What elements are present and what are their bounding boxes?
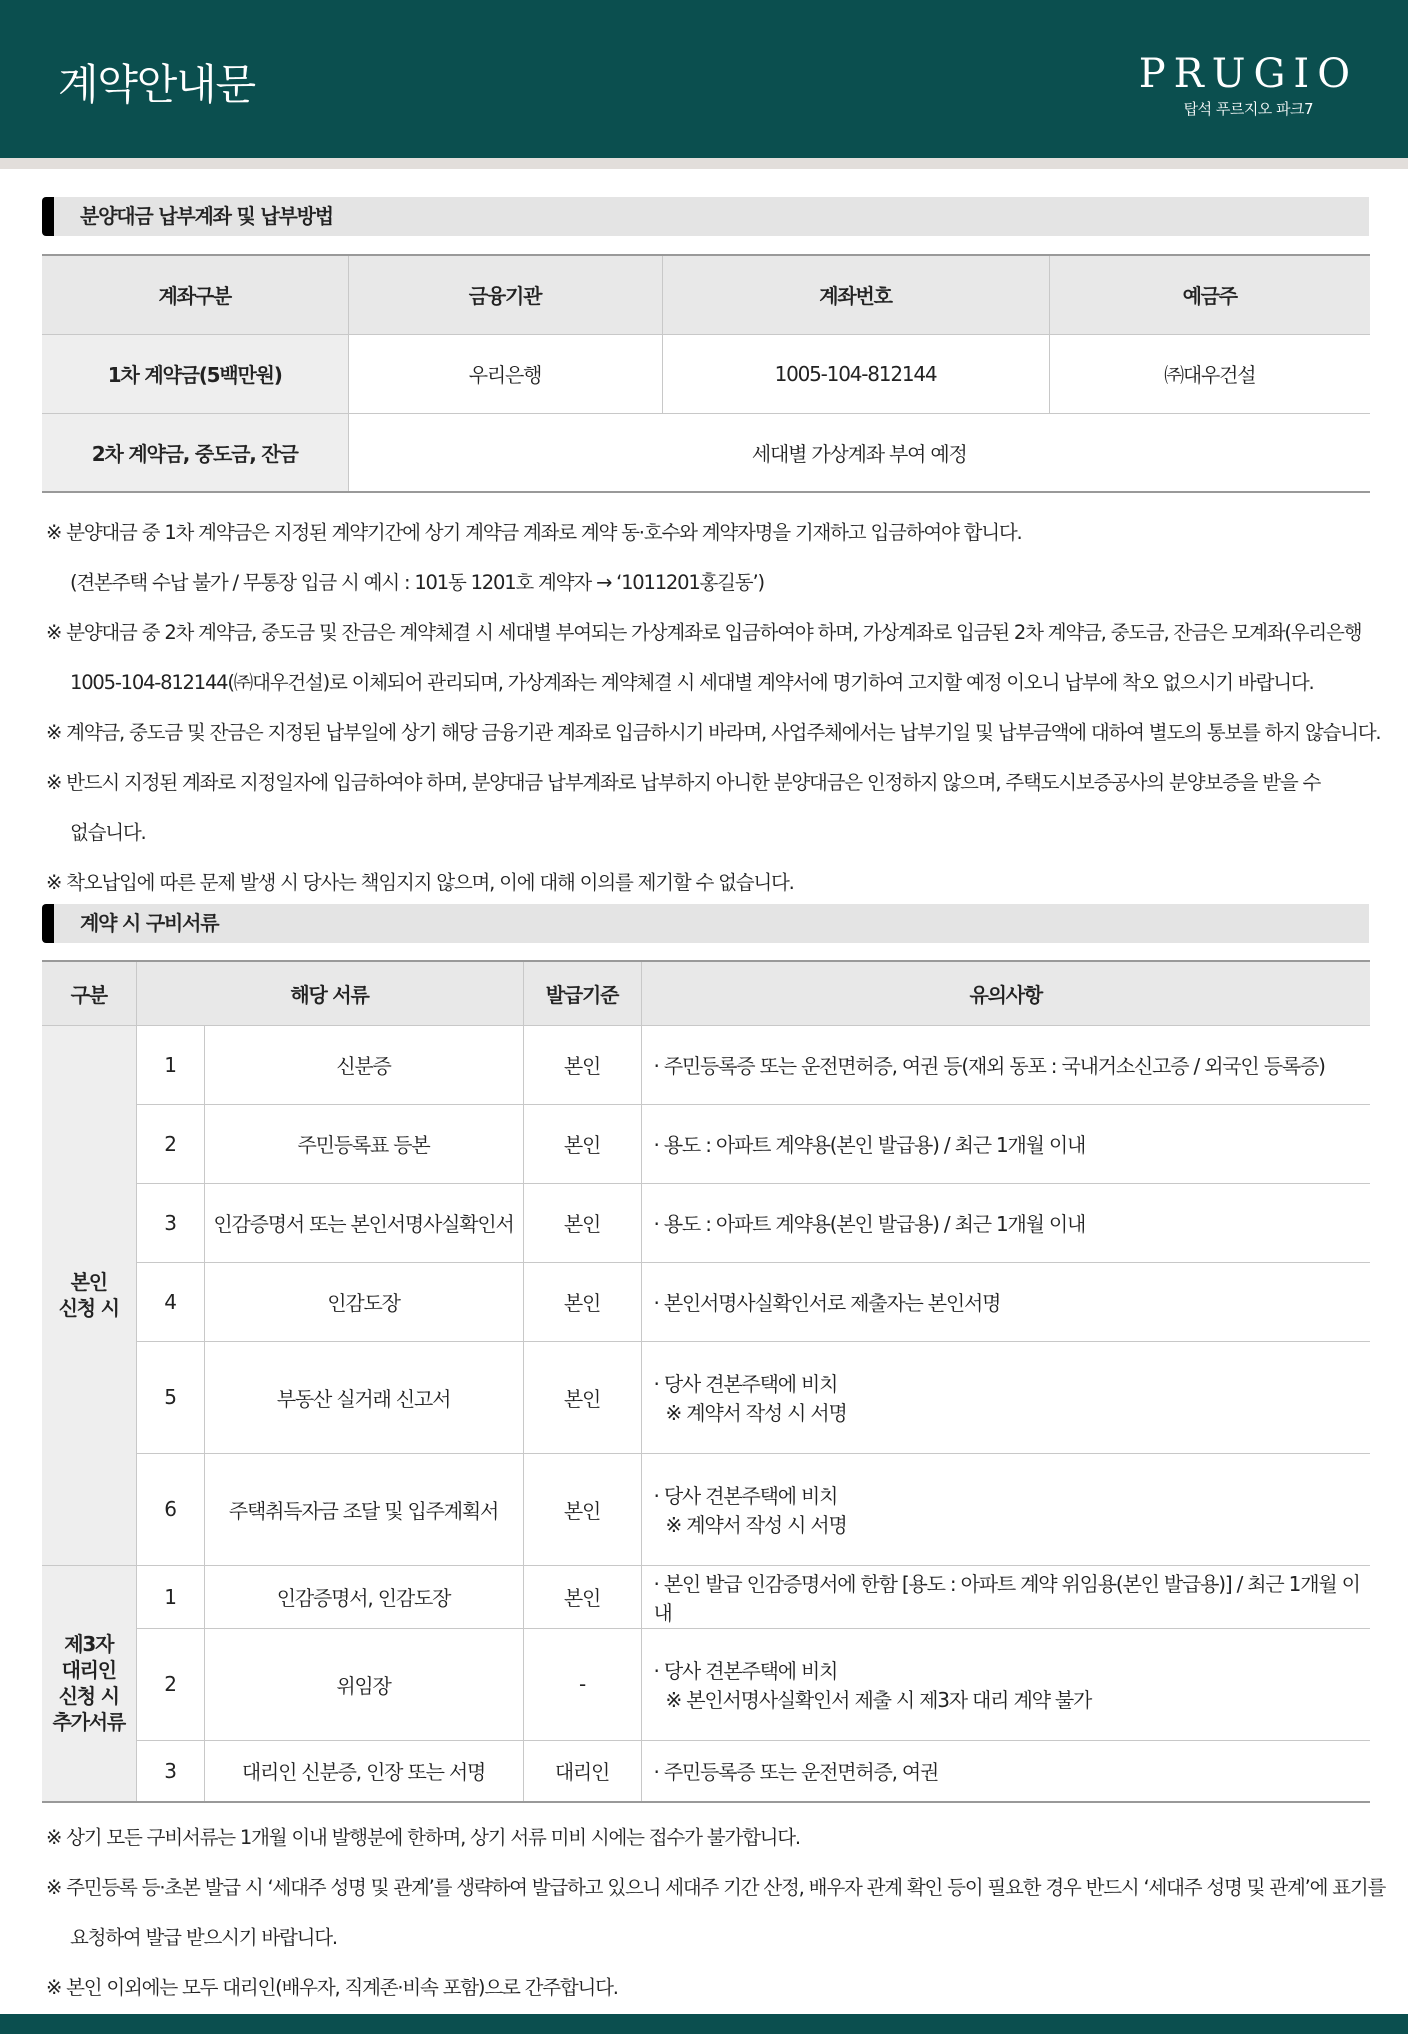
doc-name: 신분증 bbox=[204, 1025, 523, 1104]
doc-remarks bbox=[641, 1341, 1370, 1453]
column-header: 계좌구분 bbox=[42, 255, 348, 334]
payment-note: ※ 분양대금 중 2차 계약금, 중도금 및 잔금은 계약체결 시 세대별 부여되는 가상계좌로 입금하여야 하며, 가상계좌로 입금된 2차 계약금, 중도금, 잔금은 모계좌(우리은행 bbox=[46, 621, 1362, 644]
issue-basis: 본인 bbox=[523, 1262, 641, 1341]
remark-line: · 용도 : 아파트 계약용(본인 발급용) / 최근 1개월 이내 bbox=[653, 1133, 1086, 1157]
doc-remarks bbox=[641, 1025, 1370, 1104]
doc-number: 1 bbox=[136, 1565, 204, 1628]
doc-name: 인감도장 bbox=[204, 1262, 523, 1341]
account-type: 2차 계약금, 중도금, 잔금 bbox=[42, 413, 348, 492]
table-row bbox=[42, 1740, 1370, 1802]
table-row bbox=[42, 413, 1370, 492]
remark-line: · 당사 견본주택에 비치 bbox=[653, 1372, 838, 1396]
applicant-group: 제3자 대리인 신청 시 추가서류 bbox=[42, 1565, 136, 1802]
table-row bbox=[42, 1628, 1370, 1740]
payment-note: ※ 분양대금 중 1차 계약금은 지정된 계약기간에 상기 계약금 계좌로 계약 동·호수와 계약자명을 기재하고 입금하여야 합니다. bbox=[46, 521, 1022, 544]
account-type: 1차 계약금(5백만원) bbox=[42, 334, 348, 413]
payment-note: 없습니다. bbox=[70, 821, 146, 844]
doc-number: 5 bbox=[136, 1341, 204, 1453]
page-header bbox=[0, 0, 1408, 158]
column-header: 예금주 bbox=[1049, 255, 1370, 334]
table-header-row bbox=[42, 961, 1370, 1025]
doc-name: 대리인 신분증, 인장 또는 서명 bbox=[204, 1740, 523, 1802]
remark-line: · 본인 발급 인감증명서에 한함 [용도 : 아파트 계약 위임용(본인 발급용)] / 최근 1개월 이내 bbox=[653, 1571, 1360, 1625]
footer-bar bbox=[0, 2014, 1408, 2034]
applicant-group: 본인 신청 시 bbox=[42, 1025, 136, 1565]
table-row bbox=[42, 1262, 1370, 1341]
documents-note: ※ 상기 모든 구비서류는 1개월 이내 발행분에 한하며, 상기 서류 미비 시에는 접수가 불가합니다. bbox=[46, 1826, 800, 1849]
doc-remarks bbox=[641, 1183, 1370, 1262]
doc-number: 1 bbox=[136, 1025, 204, 1104]
remark-subline: ※ 본인서명사실확인서 제출 시 제3자 대리 계약 불가 bbox=[665, 1688, 1092, 1712]
doc-number: 2 bbox=[136, 1104, 204, 1183]
doc-number: 2 bbox=[136, 1628, 204, 1740]
doc-name: 인감증명서, 인감도장 bbox=[204, 1565, 523, 1628]
doc-number: 3 bbox=[136, 1183, 204, 1262]
remark-line: · 당사 견본주택에 비치 bbox=[653, 1659, 838, 1683]
doc-name: 위임장 bbox=[204, 1628, 523, 1740]
doc-name: 인감증명서 또는 본인서명사실확인서 bbox=[204, 1183, 523, 1262]
table-row bbox=[42, 1183, 1370, 1262]
table-header-row bbox=[42, 255, 1370, 334]
issue-basis: 본인 bbox=[523, 1183, 641, 1262]
doc-name: 주택취득자금 조달 및 입주계획서 bbox=[204, 1453, 523, 1565]
account-number: 1005-104-812144 bbox=[662, 334, 1049, 413]
doc-number: 3 bbox=[136, 1740, 204, 1802]
documents-note: ※ 본인 이외에는 모두 대리인(배우자, 직계존·비속 포함)으로 간주합니다. bbox=[46, 1976, 618, 1999]
section-title-payment: 분양대금 납부계좌 및 납부방법 bbox=[42, 197, 1369, 236]
doc-number: 4 bbox=[136, 1262, 204, 1341]
payment-note: 1005-104-812144(㈜대우건설)로 이체되어 관리되며, 가상계좌는 계약체결 시 세대별 계약서에 명기하여 고지할 예정 이오니 납부에 착오 없으시기 바랍니다. bbox=[70, 671, 1314, 694]
column-header: 해당 서류 bbox=[136, 961, 523, 1025]
header-divider bbox=[0, 158, 1408, 169]
table-row bbox=[42, 1453, 1370, 1565]
account-holder: ㈜대우건설 bbox=[1049, 334, 1370, 413]
issue-basis: 대리인 bbox=[523, 1740, 641, 1802]
section-title-documents: 계약 시 구비서류 bbox=[42, 904, 1369, 943]
table-row bbox=[42, 1341, 1370, 1453]
doc-remarks bbox=[641, 1628, 1370, 1740]
issue-basis: 본인 bbox=[523, 1341, 641, 1453]
column-header: 유의사항 bbox=[641, 961, 1370, 1025]
documents-note: 요청하여 발급 받으시기 바랍니다. bbox=[70, 1926, 337, 1949]
column-header: 계좌번호 bbox=[662, 255, 1049, 334]
payment-note: ※ 반드시 지정된 계좌로 지정일자에 입금하여야 하며, 분양대금 납부계좌로 납부하지 아니한 분양대금은 인정하지 않으며, 주택도시보증공사의 분양보증을 받을 수 bbox=[46, 771, 1321, 794]
payment-note: ※ 착오납입에 따른 문제 발생 시 당사는 책임지지 않으며, 이에 대해 이의를 제기할 수 없습니다. bbox=[46, 871, 794, 894]
doc-remarks bbox=[641, 1262, 1370, 1341]
brand-name: PRUGIO bbox=[1138, 51, 1358, 97]
issue-basis: 본인 bbox=[523, 1453, 641, 1565]
brand-logo bbox=[1139, 52, 1358, 119]
remark-line: · 용도 : 아파트 계약용(본인 발급용) / 최근 1개월 이내 bbox=[653, 1212, 1086, 1236]
page-title: 계약안내문 bbox=[58, 60, 255, 109]
remark-line: · 주민등록증 또는 운전면허증, 여권 bbox=[653, 1760, 939, 1785]
remark-subline: ※ 계약서 작성 시 서명 bbox=[665, 1513, 847, 1537]
issue-basis: 본인 bbox=[523, 1104, 641, 1183]
column-header: 구분 bbox=[42, 961, 136, 1025]
doc-name: 주민등록표 등본 bbox=[204, 1104, 523, 1183]
virtual-account-note: 세대별 가상계좌 부여 예정 bbox=[348, 413, 1370, 492]
payment-account-table bbox=[42, 254, 1370, 493]
issue-basis: 본인 bbox=[523, 1565, 641, 1628]
column-header: 금융기관 bbox=[348, 255, 662, 334]
payment-note: ※ 계약금, 중도금 및 잔금은 지정된 납부일에 상기 해당 금융기관 계좌로 입금하시기 바라며, 사업주체에서는 납부기일 및 납부금액에 대하여 별도의 통보를 하지 않습니다. bbox=[46, 721, 1381, 744]
doc-remarks bbox=[641, 1565, 1370, 1628]
table-row bbox=[42, 1104, 1370, 1183]
table-row bbox=[42, 1025, 1370, 1104]
doc-remarks bbox=[641, 1740, 1370, 1802]
remark-line: · 주민등록증 또는 운전면허증, 여권 등(재외 동포 : 국내거소신고증 / 외국인 등록증) bbox=[653, 1054, 1325, 1078]
column-header: 발급기준 bbox=[523, 961, 641, 1025]
payment-note: (견본주택 수납 불가 / 무통장 입금 시 예시 : 101동 1201호 계약자 → ‘1011201홍길동’) bbox=[70, 571, 764, 594]
table-row bbox=[42, 334, 1370, 413]
doc-remarks bbox=[641, 1104, 1370, 1183]
table-row bbox=[42, 1565, 1370, 1628]
required-documents-table bbox=[42, 960, 1370, 1803]
brand-subtitle: 탑석 푸르지오 파크7 bbox=[1183, 100, 1314, 118]
doc-name: 부동산 실거래 신고서 bbox=[204, 1341, 523, 1453]
bank-name: 우리은행 bbox=[348, 334, 662, 413]
doc-number: 6 bbox=[136, 1453, 204, 1565]
remark-line: · 당사 견본주택에 비치 bbox=[653, 1484, 838, 1508]
doc-remarks bbox=[641, 1453, 1370, 1565]
remark-line: · 본인서명사실확인서로 제출자는 본인서명 bbox=[653, 1291, 1001, 1315]
documents-note: ※ 주민등록 등·초본 발급 시 ‘세대주 성명 및 관계’를 생략하여 발급하고 있으니 세대주 기간 산정, 배우자 관계 확인 등이 필요한 경우 반드시 ‘세대주 성명 및 관계’에 표기를 bbox=[46, 1876, 1386, 1899]
remark-subline: ※ 계약서 작성 시 서명 bbox=[665, 1401, 847, 1425]
issue-basis: - bbox=[523, 1628, 641, 1740]
issue-basis: 본인 bbox=[523, 1025, 641, 1104]
